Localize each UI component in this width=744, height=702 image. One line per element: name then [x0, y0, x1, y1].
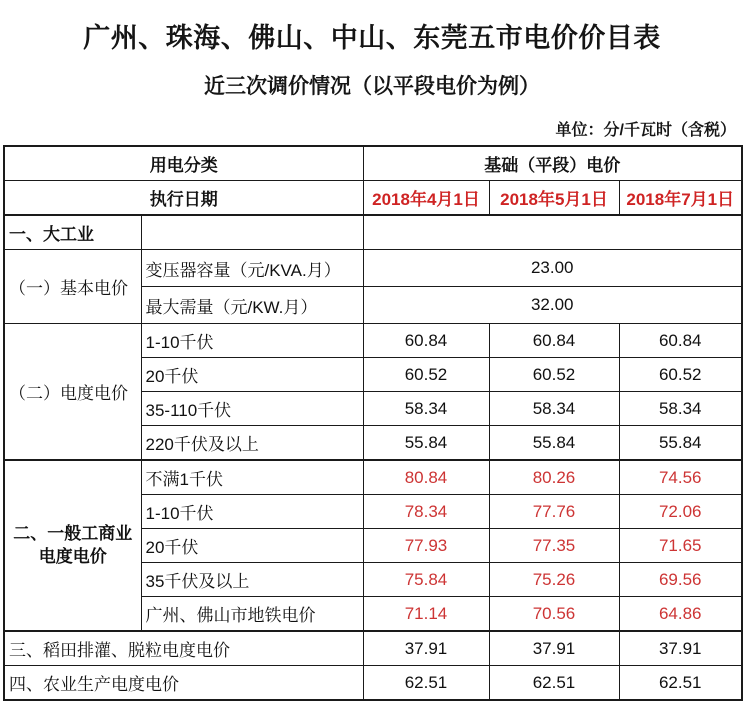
- table-row-commercial-1: [4, 460, 742, 495]
- cell-value: 72.06: [619, 495, 742, 529]
- cell-value: 60.84: [363, 324, 489, 358]
- section-label-industry: 一、大工业: [4, 215, 141, 250]
- cell-value: 70.56: [489, 597, 619, 632]
- header-row-2: [4, 181, 742, 216]
- group-label-basic: （一）基本电价: [4, 250, 141, 324]
- row-label: 35-110千伏: [141, 392, 363, 426]
- cell-value: 78.34: [363, 495, 489, 529]
- section-label-paddy: 三、稻田排灌、脱粒电度电价: [4, 631, 363, 666]
- col-header-exec-date: 执行日期: [4, 181, 363, 216]
- cell-value: 80.84: [363, 460, 489, 495]
- row-label: 广州、佛山市地铁电价: [141, 597, 363, 632]
- col-header-classification: 用电分类: [4, 146, 363, 181]
- cell-value: 64.86: [619, 597, 742, 632]
- row-label: 20千伏: [141, 529, 363, 563]
- date-header-3: 2018年7月1日: [619, 181, 742, 216]
- page-subtitle: 近三次调价情况（以平段电价为例）: [204, 75, 540, 98]
- row-label: 1-10千伏: [141, 495, 363, 529]
- cell-value: 80.26: [489, 460, 619, 495]
- cell-value: 77.76: [489, 495, 619, 529]
- cell-value: 60.52: [489, 358, 619, 392]
- unit-note: 单位：分/千瓦时（含税）: [555, 122, 736, 139]
- row-label: 220千伏及以上: [141, 426, 363, 461]
- col-header-base-price: 基础（平段）电价: [363, 146, 742, 181]
- empty-cell: [363, 215, 742, 250]
- section-label-commercial-line1: 二、一般工商业: [13, 523, 133, 543]
- cell-value: 55.84: [619, 426, 742, 461]
- cell-value: 71.14: [363, 597, 489, 632]
- cell-value: 71.65: [619, 529, 742, 563]
- section-label-commercial: [4, 460, 141, 631]
- cell-value: 60.84: [489, 324, 619, 358]
- cell-value: 60.84: [619, 324, 742, 358]
- cell-value: 37.91: [489, 631, 619, 666]
- table-row-agriculture: [4, 666, 742, 701]
- table-row-basic-1: [4, 250, 742, 287]
- cell-value: 58.34: [363, 392, 489, 426]
- row-label: 最大需量（元/KW.月）: [141, 287, 363, 324]
- cell-value: 58.34: [489, 392, 619, 426]
- cell-value: 62.51: [489, 666, 619, 701]
- cell-value: 60.52: [363, 358, 489, 392]
- table-row-degree-1: [4, 324, 742, 358]
- date-header-1: 2018年4月1日: [363, 181, 489, 216]
- price-table: [3, 145, 743, 701]
- cell-value: 23.00: [363, 250, 742, 287]
- row-label: 变压器容量（元/KVA.月）: [141, 250, 363, 287]
- date-header-2: 2018年5月1日: [489, 181, 619, 216]
- cell-value: 37.91: [363, 631, 489, 666]
- cell-value: 32.00: [363, 287, 742, 324]
- page-title: 广州、珠海、佛山、中山、东莞五市电价价目表: [83, 23, 661, 53]
- cell-value: 55.84: [489, 426, 619, 461]
- row-label: 1-10千伏: [141, 324, 363, 358]
- row-label: 35千伏及以上: [141, 563, 363, 597]
- section-label-commercial-line2: 电度电价: [38, 546, 107, 566]
- cell-value: 75.26: [489, 563, 619, 597]
- cell-value: 55.84: [363, 426, 489, 461]
- cell-value: 77.35: [489, 529, 619, 563]
- table-row-paddy: [4, 631, 742, 666]
- empty-cell: [141, 215, 363, 250]
- cell-value: 37.91: [619, 631, 742, 666]
- header-row-1: [4, 146, 742, 181]
- row-label: 20千伏: [141, 358, 363, 392]
- cell-value: 75.84: [363, 563, 489, 597]
- cell-value: 60.52: [619, 358, 742, 392]
- cell-value: 74.56: [619, 460, 742, 495]
- cell-value: 69.56: [619, 563, 742, 597]
- cell-value: 62.51: [619, 666, 742, 701]
- section-label-agriculture: 四、农业生产电度电价: [4, 666, 363, 701]
- cell-value: 77.93: [363, 529, 489, 563]
- table-row-industry: [4, 215, 742, 250]
- group-label-degree: （二）电度电价: [4, 324, 141, 461]
- cell-value: 62.51: [363, 666, 489, 701]
- row-label: 不满1千伏: [141, 460, 363, 495]
- cell-value: 58.34: [619, 392, 742, 426]
